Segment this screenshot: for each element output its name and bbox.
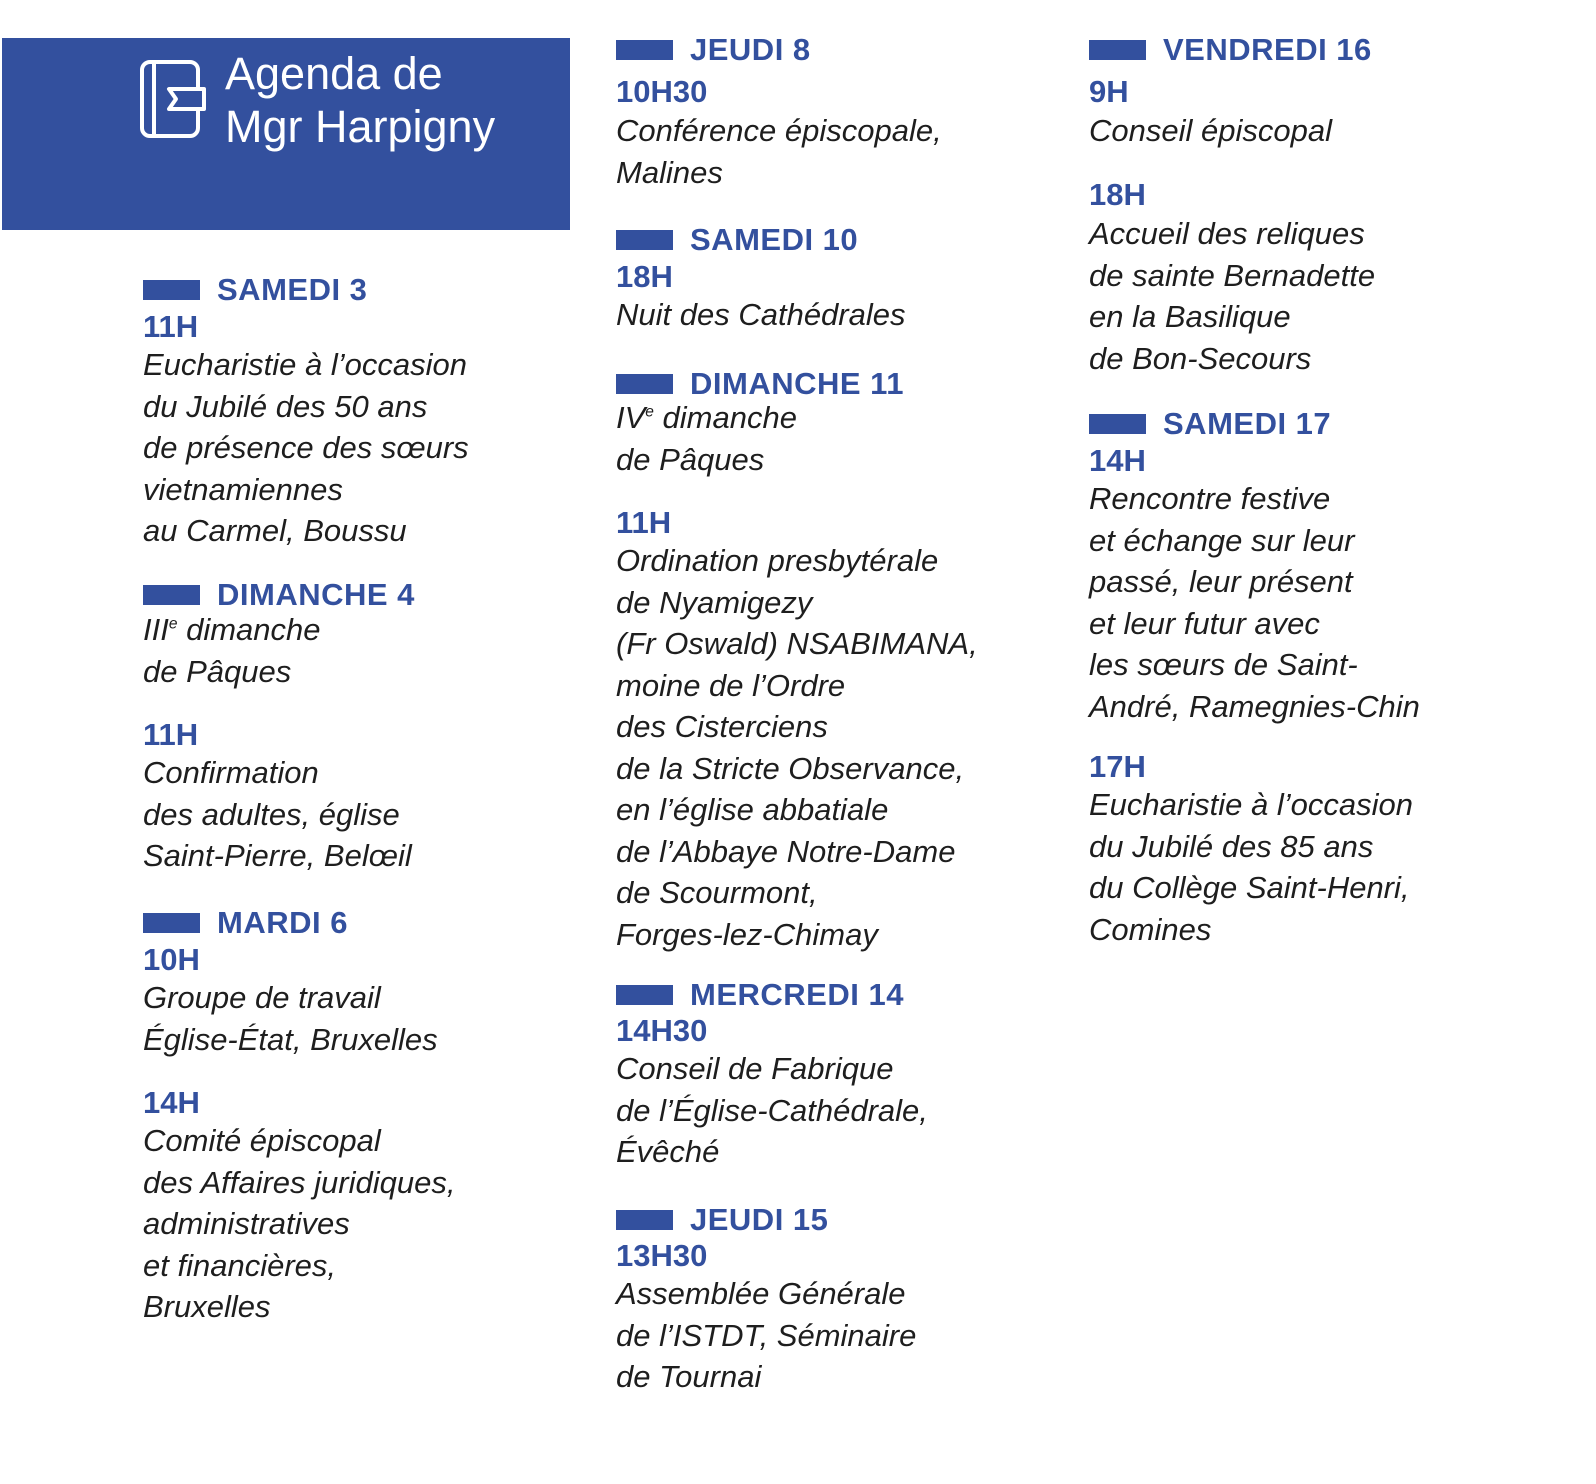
event-description: Conférence épiscopale, Malines [616, 113, 942, 190]
day-label: SAMEDI 17 [1163, 406, 1332, 441]
event-time: 18H [616, 259, 673, 294]
day-heading [616, 220, 858, 260]
roman-numeral: IV [616, 400, 646, 435]
day-heading [143, 270, 367, 310]
day-marker-bar [616, 985, 673, 1005]
day-marker-bar [143, 280, 200, 300]
day-label: MARDI 6 [217, 905, 348, 940]
event-description: Groupe de travail Église-État, Bruxelles [143, 980, 438, 1057]
event-description: Confirmation des adultes, église Saint-Pierre, Belœil [143, 755, 412, 873]
event-time: 11H [616, 505, 672, 540]
event-description: Ordination presbytérale de Nyamigezy (Fr Oswald) NSABIMANA, moine de l’Ordre des Cisterciens de la Stricte Observance, en l’église abbatiale de l’Abbaye Notre-Dame de Scourmont, Forges-lez-Chimay [616, 543, 978, 952]
event-description: Rencontre festive et échange sur leur passé, leur présent et leur futur avec les sœurs de Saint- André, Ramegnies-Chin [1089, 481, 1420, 724]
day-note [616, 397, 797, 480]
event-description: Nuit des Cathédrales [616, 297, 906, 332]
event-time: 9H [1089, 74, 1129, 109]
event-time: 11H [143, 309, 199, 344]
day-marker-bar [1089, 40, 1146, 60]
day-note-text: dimanche de Pâques [143, 612, 321, 689]
day-marker-bar [616, 1210, 673, 1230]
event-time: 14H [1089, 443, 1146, 478]
event-description: Eucharistie à l’occasion du Jubilé des 50 ans de présence des sœurs vietnamiennes au Carmel, Boussu [143, 347, 469, 548]
agenda-book-icon [139, 59, 207, 139]
day-heading [616, 1200, 828, 1240]
title-line-1: Agenda de [225, 48, 443, 99]
day-label: SAMEDI 10 [690, 222, 859, 257]
ordinal-suffix: e [168, 615, 178, 633]
day-marker-bar [143, 585, 200, 605]
day-label: DIMANCHE 11 [690, 366, 904, 401]
day-heading [1089, 30, 1372, 70]
event-time: 18H [1089, 177, 1146, 212]
event-description: Assemblée Générale de l’ISTDT, Séminaire de Tournai [616, 1276, 917, 1394]
day-heading [616, 975, 904, 1015]
event-time: 14H [143, 1085, 200, 1120]
day-marker-bar [143, 913, 200, 933]
page-title [225, 47, 495, 153]
day-label: DIMANCHE 4 [217, 577, 415, 612]
day-heading [1089, 404, 1331, 444]
event-description: Comité épiscopal des Affaires juridiques, administratives et financières, Bruxelles [143, 1123, 456, 1324]
day-note [143, 609, 321, 692]
event-time: 11H [143, 717, 199, 752]
day-label: JEUDI 15 [690, 1202, 829, 1237]
day-marker-bar [616, 40, 673, 60]
title-line-2: Mgr Harpigny [225, 101, 496, 152]
event-description: Conseil de Fabrique de l’Église-Cathédrale, Évêché [616, 1051, 928, 1169]
event-description: Conseil épiscopal [1089, 113, 1332, 148]
day-heading [143, 903, 348, 943]
day-marker-bar [1089, 414, 1146, 434]
day-label: MERCREDI 14 [690, 977, 904, 1012]
roman-numeral: III [143, 612, 169, 647]
ordinal-suffix: e [645, 403, 654, 421]
event-time: 10H30 [616, 74, 708, 109]
event-time: 13H30 [616, 1238, 708, 1273]
event-description: Accueil des reliques de sainte Bernadette en la Basilique de Bon-Secours [1089, 216, 1376, 376]
day-label: VENDREDI 16 [1163, 32, 1372, 67]
event-description: Eucharistie à l’occasion du Jubilé des 85 ans du Collège Saint-Henri, Comines [1089, 787, 1413, 947]
day-note-text: dimanche de Pâques [616, 400, 797, 477]
day-marker-bar [616, 230, 673, 250]
day-heading [616, 30, 811, 70]
day-label: SAMEDI 3 [217, 272, 368, 307]
event-time: 17H [1089, 749, 1146, 784]
day-marker-bar [616, 374, 673, 394]
event-time: 14H30 [616, 1013, 708, 1048]
day-label: JEUDI 8 [690, 32, 811, 67]
event-time: 10H [143, 942, 200, 977]
